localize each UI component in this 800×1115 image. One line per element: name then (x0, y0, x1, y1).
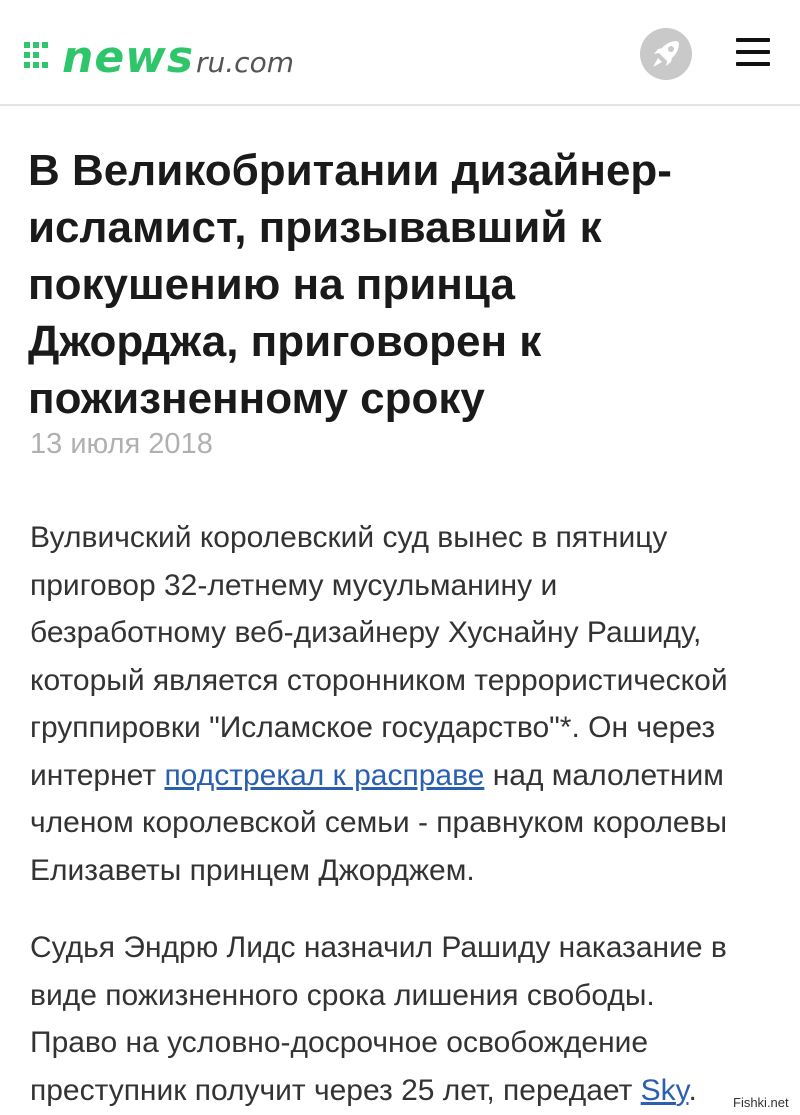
text-segment: . (688, 1073, 697, 1107)
watermark: Fishki.net (729, 1094, 793, 1111)
site-header (0, 0, 800, 106)
rocket-button[interactable] (640, 28, 692, 80)
text-segment: преступник получит через 25 лет, передает (30, 1073, 641, 1107)
title-line: Джорджа, приговорен к (28, 317, 542, 366)
rocket-icon (649, 37, 683, 71)
hamburger-menu-icon[interactable] (736, 38, 770, 66)
paragraph-line: Вулвичский королевский суд вынес в пятницу (30, 521, 668, 554)
incitement-link[interactable]: подстрекал к расправе (164, 758, 485, 792)
paragraph-line: Елизаветы принцем Джорджем. (30, 853, 475, 887)
article-paragraph-2 (30, 924, 790, 1114)
paragraph-line (30, 1067, 790, 1115)
article-title (28, 142, 758, 427)
title-line: покушению на принца (28, 260, 515, 309)
paragraph-line: Судья Эндрю Лидс назначил Рашиду наказание в (30, 931, 727, 964)
title-line: В Великобритании дизайнер- (28, 146, 672, 195)
paragraph-line: безработному веб-дизайнеру Хуснайну Рашиду, (30, 616, 702, 649)
logo-text-suffix: ru.com (196, 46, 294, 79)
text-segment: интернет (30, 758, 165, 792)
article-date: 13 июля 2018 (30, 428, 213, 460)
paragraph-line: группировки "Исламское государство"*. Он через (30, 711, 716, 744)
paragraph-line: виде пожизненного срока лишения свободы. (30, 978, 655, 1012)
site-logo[interactable] (24, 30, 294, 83)
text-segment: над малолетним (484, 758, 724, 792)
title-line: пожизненному сроку (28, 374, 485, 423)
logo-dots-icon (24, 34, 58, 74)
article-paragraph-1 (30, 514, 790, 894)
title-line: исламист, призывавший к (28, 203, 602, 252)
sky-source-link[interactable]: Sky (640, 1073, 689, 1107)
paragraph-line: членом королевской семьи - правнуком королевы (30, 806, 728, 839)
paragraph-line (30, 752, 790, 800)
paragraph-line: Право на условно-досрочное освобождение (30, 1026, 649, 1059)
paragraph-line: который является сторонником террористической (30, 663, 728, 697)
logo-text-news: news (62, 32, 195, 83)
paragraph-line: приговор 32-летнему мусульманину и (30, 568, 558, 602)
